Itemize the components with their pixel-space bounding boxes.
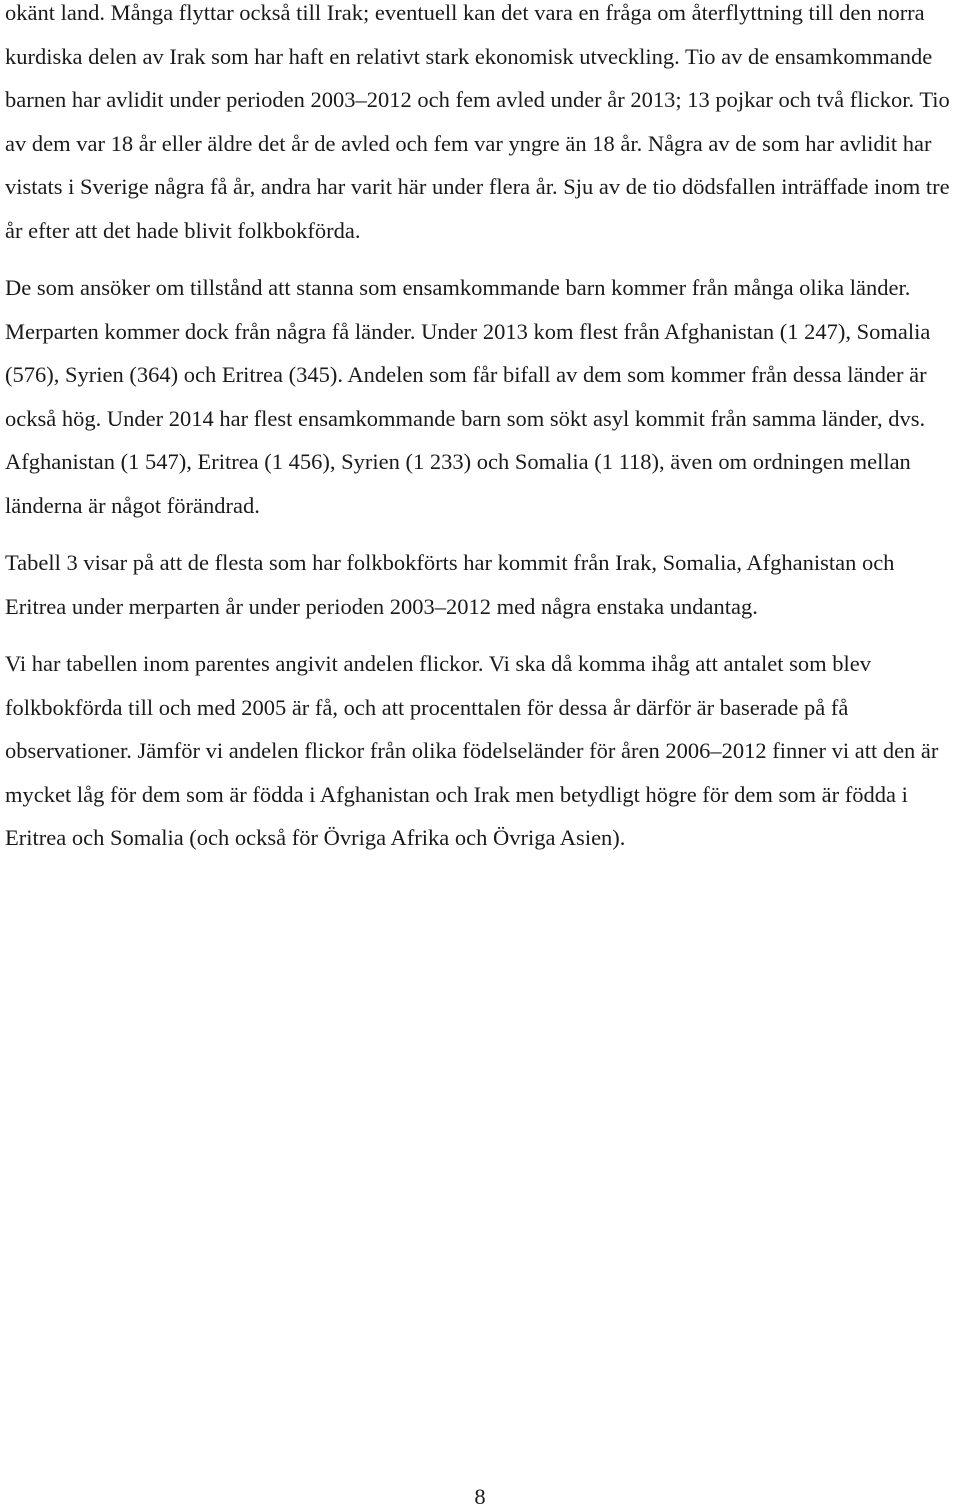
body-paragraph: Vi har tabellen inom parentes angivit andelen flickor. Vi ska då komma ihåg att antalet som blev folkbokförda till och med 2005 är få, och att procenttalen för dessa år därför är baserade på få observationer. Jämför vi andelen flickor från olika födelseländer för åren 2006–2012 finner vi att den är mycket låg för dem som är födda i Afghanistan och Irak men betydligt högre för dem som är födda i Eritrea och Somalia (och också för Övriga Afrika och Övriga Asien). (5, 651, 939, 850)
body-paragraph: okänt land. Många flyttar också till Irak; eventuell kan det vara en fråga om återflyttning till den norra kurdiska delen av Irak som har haft en relativt stark ekonomisk utveckling. Tio av de ensamkommande barnen har avlidit under perioden 2003–2012 och fem avled under år 2013; 13 pojkar och två flickor. Tio av dem var 18 år eller äldre det år de avled och fem var yngre än 18 år. Några av de som har avlidit har vistats i Sverige några få år, andra har varit här under flera år. Sju av de tio dödsfallen inträffade inom tre år efter att det hade blivit folkbokförda. (5, 0, 950, 243)
document-page (5, 0, 955, 860)
page-number: 8 (474, 1484, 486, 1509)
body-paragraph: Tabell 3 visar på att de flesta som har folkbokförts har kommit från Irak, Somalia, Afghanistan och Eritrea under merparten år under perioden 2003–2012 med några enstaka undantag. (5, 550, 895, 619)
body-paragraph: De som ansöker om tillstånd att stanna som ensamkommande barn kommer från många olika länder. Merparten kommer dock från några få länder. Under 2013 kom flest från Afghanistan (1 247), Somalia (576), Syrien (364) och Eritrea (345). Andelen som får bifall av dem som kommer från dessa länder är också hög. Under 2014 har flest ensamkommande barn som sökt asyl kommit från samma länder, dvs. Afghanistan (1 547), Eritrea (1 456), Syrien (1 233) och Somalia (1 118), även om ordningen mellan länderna är något förändrad. (5, 275, 931, 518)
